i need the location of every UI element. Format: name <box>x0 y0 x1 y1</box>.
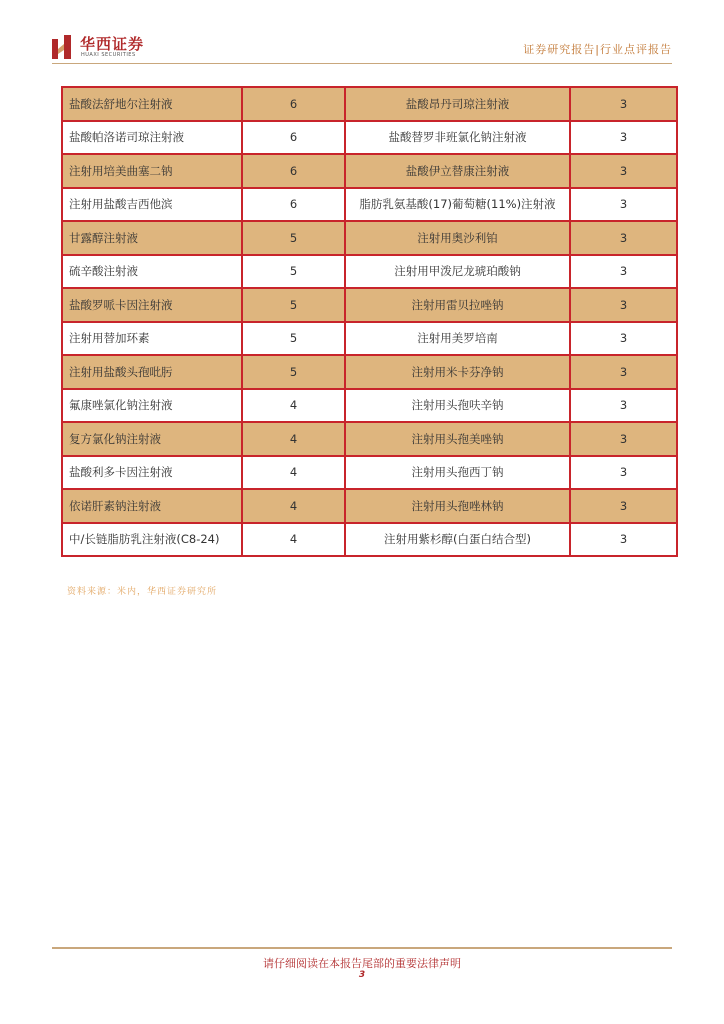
count-cell: 3 <box>570 87 677 121</box>
drug-name-cell: 注射用盐酸吉西他滨 <box>62 188 242 222</box>
count-cell: 3 <box>570 188 677 222</box>
count-cell: 5 <box>242 255 345 289</box>
drug-count-table <box>61 86 678 557</box>
drug-name-cell: 注射用头孢呋辛钠 <box>345 389 570 423</box>
count-cell: 3 <box>570 355 677 389</box>
drug-name-cell: 注射用头孢唑林钠 <box>345 489 570 523</box>
drug-name-cell: 注射用米卡芬净钠 <box>345 355 570 389</box>
count-cell: 3 <box>570 489 677 523</box>
count-cell: 5 <box>242 322 345 356</box>
table-row <box>62 489 677 523</box>
drug-name-cell: 硫辛酸注射液 <box>62 255 242 289</box>
legal-disclaimer: 请仔细阅读在本报告尾部的重要法律声明 <box>263 957 461 970</box>
footer-divider <box>52 947 672 949</box>
drug-name-cell: 复方氯化钠注射液 <box>62 422 242 456</box>
table-row <box>62 255 677 289</box>
table-row <box>62 523 677 557</box>
drug-name-cell: 盐酸替罗非班氯化钠注射液 <box>345 121 570 155</box>
drug-name-cell: 甘露醇注射液 <box>62 221 242 255</box>
table-row <box>62 87 677 121</box>
drug-name-cell: 注射用甲泼尼龙琥珀酸钠 <box>345 255 570 289</box>
drug-name-cell: 注射用培美曲塞二钠 <box>62 154 242 188</box>
table-row <box>62 154 677 188</box>
table-row <box>62 322 677 356</box>
count-cell: 4 <box>242 523 345 557</box>
drug-name-cell: 注射用替加环素 <box>62 322 242 356</box>
count-cell: 6 <box>242 87 345 121</box>
drug-name-cell: 注射用紫杉醇(白蛋白结合型) <box>345 523 570 557</box>
count-cell: 3 <box>570 322 677 356</box>
table-row <box>62 456 677 490</box>
drug-name-cell: 注射用美罗培南 <box>345 322 570 356</box>
drug-name-cell: 注射用盐酸头孢吡肟 <box>62 355 242 389</box>
page-number: 3 <box>358 970 366 980</box>
count-cell: 3 <box>570 121 677 155</box>
count-cell: 4 <box>242 422 345 456</box>
drug-name-cell: 中/长链脂肪乳注射液(C8-24) <box>62 523 242 557</box>
drug-name-cell: 注射用头孢美唑钠 <box>345 422 570 456</box>
drug-name-cell: 盐酸利多卡因注射液 <box>62 456 242 490</box>
count-cell: 6 <box>242 154 345 188</box>
drug-name-cell: 注射用奥沙利铂 <box>345 221 570 255</box>
count-cell: 5 <box>242 288 345 322</box>
count-cell: 4 <box>242 389 345 423</box>
count-cell: 3 <box>570 523 677 557</box>
source-note: 资料来源：米内，华西证券研究所 <box>67 587 218 597</box>
drug-name-cell: 盐酸罗哌卡因注射液 <box>62 288 242 322</box>
table-row <box>62 355 677 389</box>
drug-name-cell: 注射用头孢西丁钠 <box>345 456 570 490</box>
count-cell: 4 <box>242 489 345 523</box>
huaxi-logo-icon <box>52 35 74 59</box>
drug-name-cell: 依诺肝素钠注射液 <box>62 489 242 523</box>
drug-name-cell: 注射用雷贝拉唑钠 <box>345 288 570 322</box>
brand-name-en: HUAXI SECURITIES <box>81 52 136 58</box>
table-body <box>62 87 677 556</box>
count-cell: 5 <box>242 221 345 255</box>
table-row <box>62 422 677 456</box>
table-row <box>62 121 677 155</box>
drug-name-cell: 脂肪乳氨基酸(17)葡萄糖(11%)注射液 <box>345 188 570 222</box>
page-header <box>0 0 724 66</box>
count-cell: 3 <box>570 389 677 423</box>
count-cell: 3 <box>570 422 677 456</box>
drug-name-cell: 盐酸昂丹司琼注射液 <box>345 87 570 121</box>
table-row <box>62 188 677 222</box>
count-cell: 3 <box>570 255 677 289</box>
table-row <box>62 221 677 255</box>
count-cell: 3 <box>570 288 677 322</box>
table-row <box>62 389 677 423</box>
report-type-label: 证券研究报告|行业点评报告 <box>523 43 672 56</box>
count-cell: 3 <box>570 221 677 255</box>
drug-name-cell: 氟康唑氯化钠注射液 <box>62 389 242 423</box>
count-cell: 3 <box>570 154 677 188</box>
header-divider <box>52 63 672 64</box>
count-cell: 6 <box>242 188 345 222</box>
count-cell: 5 <box>242 355 345 389</box>
table-row <box>62 288 677 322</box>
brand-name-cn: 华西证券 <box>80 35 145 53</box>
count-cell: 4 <box>242 456 345 490</box>
count-cell: 6 <box>242 121 345 155</box>
count-cell: 3 <box>570 456 677 490</box>
drug-name-cell: 盐酸伊立替康注射液 <box>345 154 570 188</box>
drug-name-cell: 盐酸帕洛诺司琼注射液 <box>62 121 242 155</box>
drug-name-cell: 盐酸法舒地尔注射液 <box>62 87 242 121</box>
